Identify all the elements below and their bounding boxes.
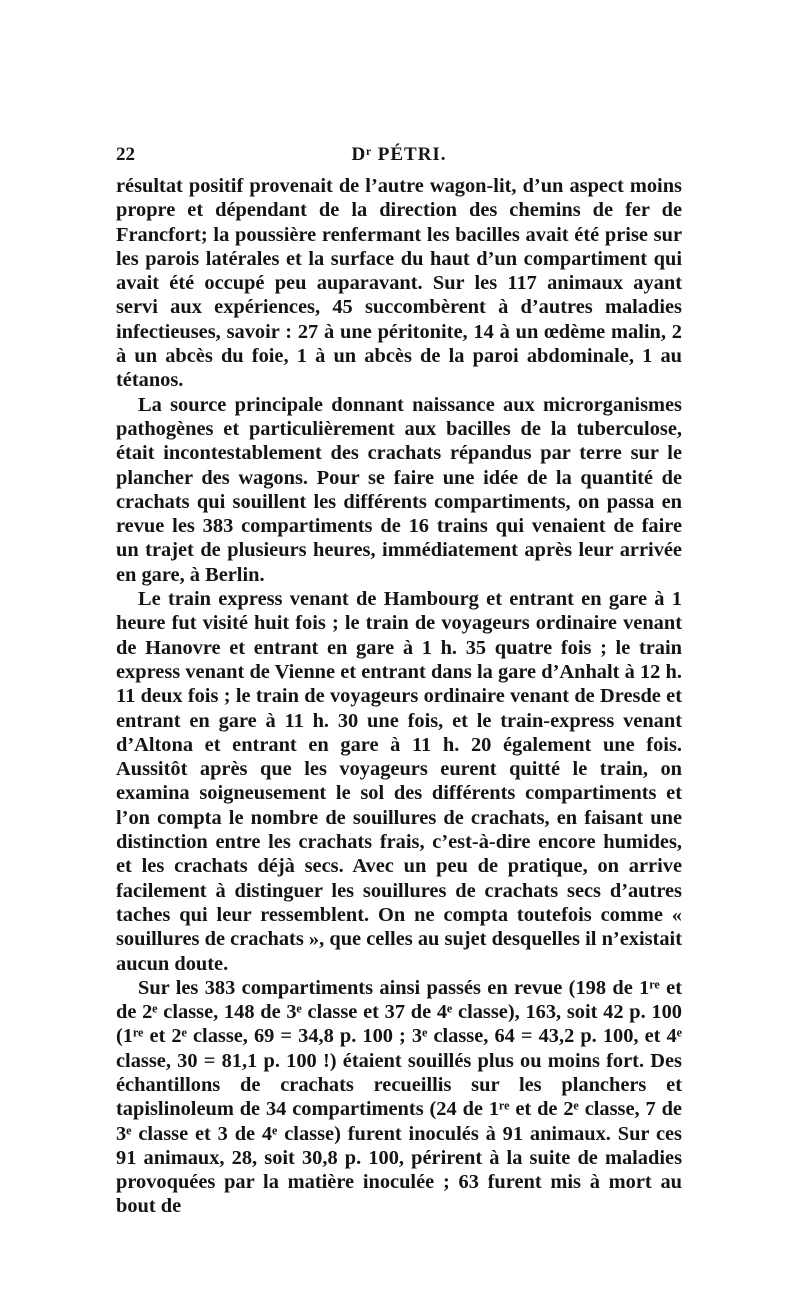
book-page	[116, 140, 682, 1219]
paragraph-2: La source principale donnant naissance aux microrganismes pathogènes et particulièrement aux bacilles de la tuberculose, était incontestablement des crachats répandus par terre sur le plancher des wagons. Pour se faire une idée de la quantité de crachats qui souillent les différents compartiments, on passa en revue les 383 compartiments de 16 trains qui venaient de faire un trajet de plusieurs heures, immédiatement après leur arrivée en gare, à Berlin.	[116, 393, 682, 586]
body-text	[116, 174, 682, 1219]
paragraph-3: Le train express venant de Hambourg et entrant en gare à 1 heure fut visité huit fois ; le train de voyageurs ordinaire venant de Hanovre et entrant en gare à 1 h. 35 quatre fois ; le train express venant de Vienne et entrant dans la gare d’Anhalt à 12 h. 11 deux fois ; le train de voyageurs ordinaire venant de Dresde et entrant en gare à 11 h. 30 une fois, et le train-express venant d’Altona et entrant en gare à 11 h. 20 également une fois. Aussitôt après que les voyageurs eurent quitté le train, on examina soigneusement le sol des différents compartiments et l’on compta le nombre de souillures de crachats, en faisant une distinction entre les crachats frais, c’est-à-dire encore humides, et les crachats déjà secs. Avec un peu de pratique, on arrive facilement à distinguer les souillures de crachats secs d’autres taches qui leur ressemblent. On ne compta toutefois comme « souillures de crachats », que celles au sujet desquelles il n’existait aucun doute.	[116, 588, 682, 975]
paragraph-1: résultat positif provenait de l’autre wagon-lit, d’un aspect moins propre et dépendant de la direction des chemins de fer de Francfort; la poussière renfermant les bacilles avait été prise sur les parois latérales et la surface du haut d’un compartiment qui avait été occupé peu auparavant. Sur les 117 animaux ayant servi aux expériences, 45 succombèrent à d’autres maladies infectieuses, savoir : 27 à une péritonite, 14 à un œdème malin, 2 à un abcès du foie, 1 à un abcès de la paroi abdominale, 1 au tétanos.	[116, 175, 682, 392]
page-header	[116, 140, 682, 174]
paragraph-4: Sur les 383 compartiments ainsi passés en revue (198 de 1ʳᵉ et de 2ᵉ classe, 148 de 3ᵉ classe et 37 de 4ᵉ classe), 163, soit 42 p. 100 (1ʳᵉ et 2ᵉ classe, 69 = 34,8 p. 100 ; 3ᵉ classe, 64 = 43,2 p. 100, et 4ᵉ classe, 30 = 81,1 p. 100 !) étaient souillés plus ou moins fort. Des échantillons de crachats recueillis sur les planchers et tapislinoleum de 34 compartiments (24 de 1ʳᵉ et de 2ᵉ classe, 7 de 3ᵉ classe et 3 de 4ᵉ classe) furent inoculés à 91 animaux. Sur ces 91 animaux, 28, soit 30,8 p. 100, périrent à la suite de maladies provoquées par la matière inoculée ; 63 furent mis à mort au bout de	[116, 976, 682, 1218]
running-head: Dʳ PÉTRI.	[351, 144, 447, 165]
page-number: 22	[116, 144, 135, 165]
